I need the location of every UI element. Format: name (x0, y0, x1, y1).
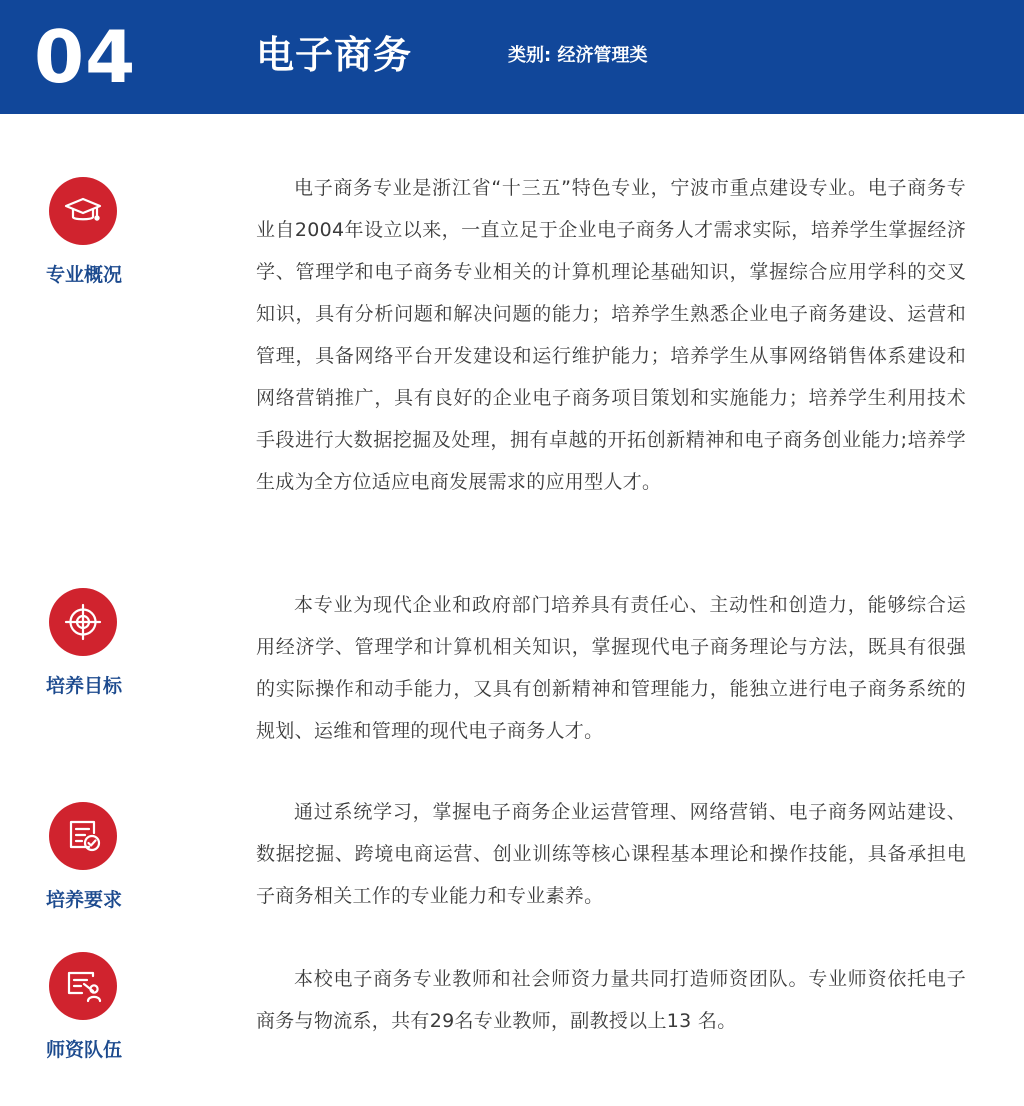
category-label: 类别: 经济管理类 (508, 45, 648, 66)
page-title: 电子商务 (256, 33, 413, 77)
section-label: 专业概况 (45, 264, 122, 286)
section-paragraph: 本校电子商务专业教师和社会师资力量共同打造师资团队。专业师资依托电子商务与物流系，共有29名专业教师，副教授以上13 名。 (256, 968, 966, 1032)
target-icon (49, 588, 117, 656)
section-number: 04 (34, 15, 137, 99)
section-label: 培养目标 (45, 675, 122, 697)
teacher-icon (49, 952, 117, 1020)
page-header (0, 0, 1024, 114)
section-paragraph: 通过系统学习，掌握电子商务企业运营管理、网络营销、电子商务网站建设、数据挖掘、跨境电商运营、创业训练等核心课程基本理论和操作技能，具备承担电子商务相关工作的专业能力和专业素养。 (256, 801, 966, 907)
section-label: 师资队伍 (45, 1039, 122, 1061)
section-label: 培养要求 (45, 889, 122, 911)
graduation-cap-icon (49, 177, 117, 245)
section-paragraph: 电子商务专业是浙江省“十三五”特色专业，宁波市重点建设专业。电子商务专业自2004年设立以来，一直立足于企业电子商务人才需求实际，培养学生掌握经济学、管理学和电子商务专业相关的计算机理论基础知识，掌握综合应用学科的交叉知识，具有分析问题和解决问题的能力；培养学生熟悉企业电子商务建设、运营和管理，具备网络平台开发建设和运行维护能力；培养学生从事网络销售体系建设和网络营销推广，具有良好的企业电子商务项目策划和实施能力；培养学生利用技术手段进行大数据挖掘及处理，拥有卓越的开拓创新精神和电子商务创业能力;培养学生成为全方位适应电商发展需求的应用型人才。 (256, 177, 966, 493)
section-paragraph: 本专业为现代企业和政府部门培养具有责任心、主动性和创造力，能够综合运用经济学、管理学和计算机相关知识，掌握现代电子商务理论与方法，既具有很强的实际操作和动手能力，又具有创新精神和管理能力，能独立进行电子商务系统的规划、运维和管理的现代电子商务人才。 (256, 594, 966, 742)
checklist-icon (49, 802, 117, 870)
